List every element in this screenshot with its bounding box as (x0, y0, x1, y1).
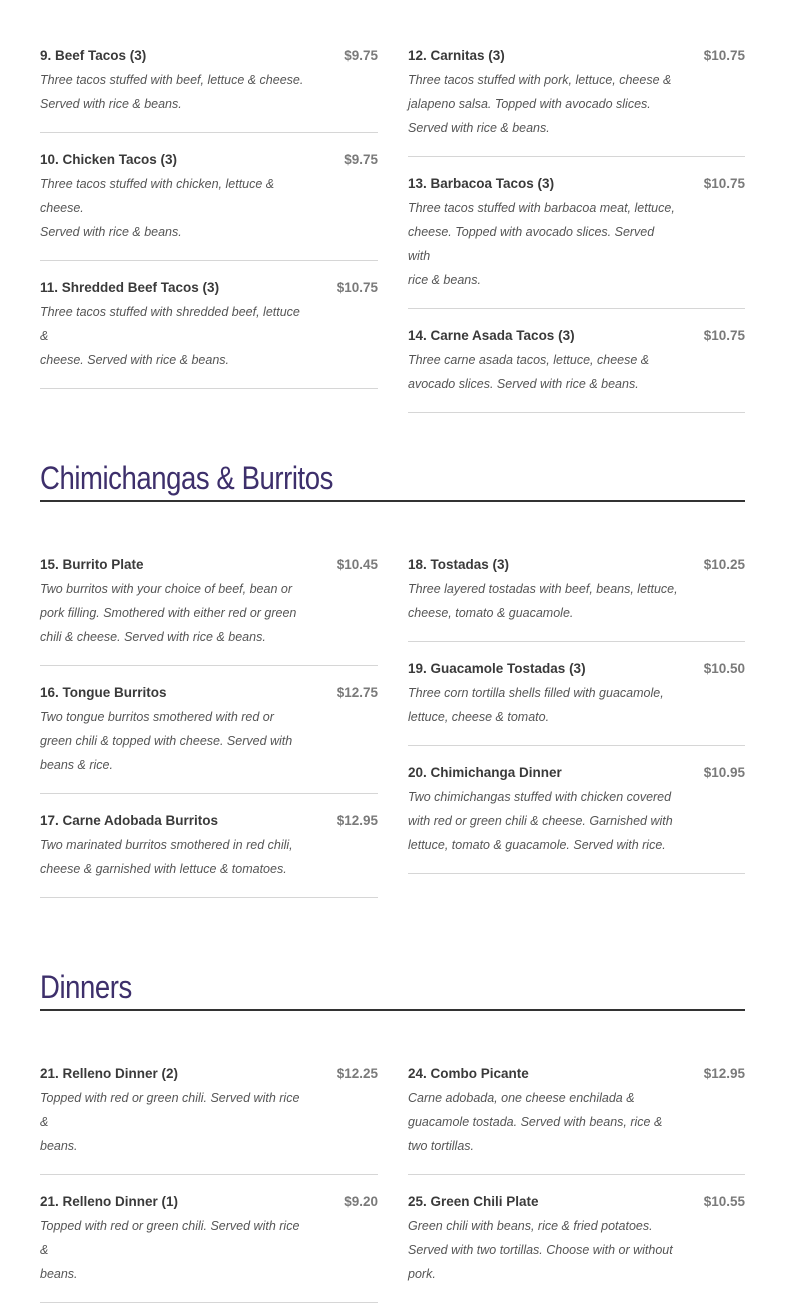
desc-line: green chili & topped with cheese. Served with (40, 734, 293, 748)
item-name: 18. Tostadas (3) (408, 557, 510, 572)
menu-item (40, 1062, 378, 1175)
item-price: $10.55 (703, 1194, 745, 1209)
desc-line: beans & rice. (40, 758, 113, 772)
menu-item (408, 553, 745, 642)
desc-line: Served with two tortillas. Choose with or without (408, 1243, 673, 1257)
desc-line: Served with rice & beans. (40, 97, 182, 111)
item-name: 20. Chimichanga Dinner (408, 765, 562, 780)
menu-item (408, 44, 745, 157)
desc-line: Three tacos stuffed with beef, lettuce & cheese. (40, 73, 304, 87)
desc-line: Three tacos stuffed with barbacoa meat, lettuce, (408, 201, 675, 215)
desc-line: lettuce, tomato & guacamole. Served with rice. (408, 838, 666, 852)
item-description (40, 68, 310, 116)
item-price: $9.75 (344, 48, 378, 63)
menu-item (40, 794, 378, 898)
tacos-right-column (408, 44, 745, 413)
menu-item (40, 133, 378, 261)
item-name: 17. Carne Adobada Burritos (40, 813, 219, 828)
item-price: $10.25 (703, 557, 745, 572)
desc-line: jalapeno salsa. Topped with avocado slices. (408, 97, 651, 111)
item-name: 15. Burrito Plate (40, 557, 144, 572)
section-dinners (40, 967, 745, 1281)
menu-item (408, 746, 745, 874)
menu-item (40, 261, 378, 389)
menu-item (408, 642, 745, 746)
desc-line: beans. (40, 1139, 78, 1153)
desc-line: pork filling. Smothered with either red or green (40, 606, 297, 620)
desc-line: cheese. Served with rice & beans. (40, 353, 229, 367)
desc-line: cheese. Topped with avocado slices. Served with (408, 225, 655, 263)
item-description (40, 172, 310, 244)
item-price: $9.20 (344, 1194, 378, 1209)
desc-line: guacamole tostada. Served with beans, rice & (408, 1115, 663, 1129)
item-name: 11. Shredded Beef Tacos (3) (40, 280, 220, 295)
item-description (408, 196, 678, 292)
desc-line: Three corn tortilla shells filled with guacamole, (408, 686, 664, 700)
menu-item (40, 44, 378, 133)
item-description (40, 833, 310, 881)
desc-line: Three layered tostadas with beef, beans, lettuce, (408, 582, 678, 596)
section-burritos (40, 458, 745, 876)
desc-line: Green chili with beans, rice & fried potatoes. (408, 1219, 653, 1233)
item-name: 24. Combo Picante (408, 1066, 529, 1081)
desc-line: Two burritos with your choice of beef, bean or (40, 582, 292, 596)
menu-item (408, 309, 745, 413)
item-description (408, 1086, 678, 1158)
item-price: $12.75 (336, 685, 378, 700)
desc-line: Two chimichangas stuffed with chicken covered (408, 790, 672, 804)
item-name: 21. Relleno Dinner (1) (40, 1194, 179, 1209)
item-price: $10.75 (703, 176, 745, 191)
section-title: Chimichangas & Burritos (40, 460, 333, 496)
desc-line: Topped with red or green chili. Served with rice & (40, 1091, 300, 1129)
item-description (40, 1214, 310, 1286)
desc-line: Three tacos stuffed with shredded beef, lettuce & (40, 305, 300, 343)
dinners-right-column (408, 1062, 745, 1286)
item-description (408, 577, 678, 625)
desc-line: two tortillas. (408, 1139, 474, 1153)
desc-line: pork. (408, 1267, 436, 1281)
item-price: $12.95 (336, 813, 378, 828)
item-description (408, 681, 678, 729)
item-price: $10.45 (336, 557, 378, 572)
desc-line: with red or green chili & cheese. Garnished with (408, 814, 673, 828)
section-divider (40, 1009, 745, 1011)
burritos-left-column (40, 553, 378, 898)
item-price: $10.75 (703, 48, 745, 63)
desc-line: beans. (40, 1267, 78, 1281)
desc-line: Three tacos stuffed with chicken, lettuce & cheese. (40, 177, 275, 215)
menu-item (40, 1175, 378, 1303)
item-price: $10.75 (336, 280, 378, 295)
item-name: 14. Carne Asada Tacos (3) (408, 328, 575, 343)
item-price: $12.95 (703, 1066, 745, 1081)
item-description (40, 1086, 310, 1158)
desc-line: cheese, tomato & guacamole. (408, 606, 574, 620)
burritos-right-column (408, 553, 745, 874)
desc-line: avocado slices. Served with rice & beans. (408, 377, 639, 391)
item-price: $10.75 (703, 328, 745, 343)
desc-line: Two marinated burritos smothered in red chili, (40, 838, 293, 852)
dinners-left-column (40, 1062, 378, 1303)
menu-item (40, 553, 378, 666)
item-description (40, 705, 310, 777)
item-name: 13. Barbacoa Tacos (3) (408, 176, 555, 191)
item-price: $9.75 (344, 152, 378, 167)
item-price: $10.50 (703, 661, 745, 676)
desc-line: Carne adobada, one cheese enchilada & (408, 1091, 635, 1105)
desc-line: Three tacos stuffed with pork, lettuce, cheese & (408, 73, 672, 87)
menu-item (40, 666, 378, 794)
menu-item (408, 157, 745, 309)
desc-line: Three carne asada tacos, lettuce, cheese & (408, 353, 650, 367)
menu-item (408, 1175, 745, 1286)
section-divider (40, 500, 745, 502)
desc-line: chili & cheese. Served with rice & beans. (40, 630, 266, 644)
item-name: 16. Tongue Burritos (40, 685, 167, 700)
item-description (40, 577, 310, 649)
section-title: Dinners (40, 969, 132, 1005)
desc-line: lettuce, cheese & tomato. (408, 710, 550, 724)
item-name: 12. Carnitas (3) (408, 48, 505, 63)
item-name: 10. Chicken Tacos (3) (40, 152, 178, 167)
item-name: 9. Beef Tacos (3) (40, 48, 147, 63)
item-name: 25. Green Chili Plate (408, 1194, 539, 1209)
desc-line: Served with rice & beans. (408, 121, 550, 135)
item-price: $12.25 (336, 1066, 378, 1081)
item-description (40, 300, 310, 372)
item-price: $10.95 (703, 765, 745, 780)
desc-line: rice & beans. (408, 273, 481, 287)
menu-item (408, 1062, 745, 1175)
desc-line: cheese & garnished with lettuce & tomatoes. (40, 862, 287, 876)
item-description (408, 68, 678, 140)
item-name: 21. Relleno Dinner (2) (40, 1066, 179, 1081)
item-name: 19. Guacamole Tostadas (3) (408, 661, 586, 676)
desc-line: Two tongue burritos smothered with red or (40, 710, 274, 724)
item-description (408, 785, 678, 857)
item-description (408, 348, 678, 396)
item-description (408, 1214, 678, 1286)
desc-line: Topped with red or green chili. Served with rice & (40, 1219, 300, 1257)
desc-line: Served with rice & beans. (40, 225, 182, 239)
tacos-left-column (40, 44, 378, 389)
